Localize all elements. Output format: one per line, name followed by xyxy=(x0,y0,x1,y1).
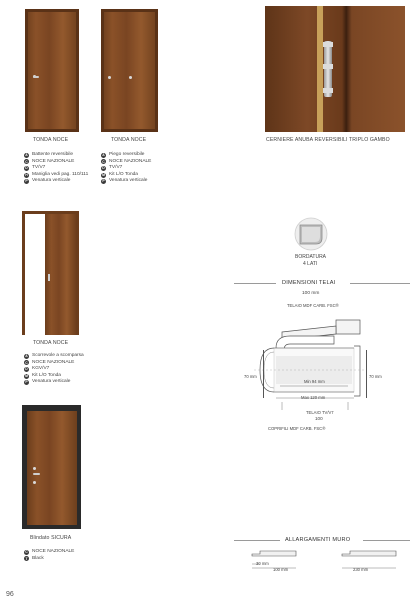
bordatura-swatch-icon xyxy=(291,216,331,252)
page-number: 96 xyxy=(6,591,14,598)
door-handle-rose xyxy=(129,76,132,79)
extension-b-label: 230 mm xyxy=(353,567,369,572)
product-spec-list xyxy=(101,152,151,185)
bordatura-subtitle: 4 LATI xyxy=(303,261,318,267)
spec-badge: C xyxy=(25,360,28,365)
spec-badge: D xyxy=(25,367,28,372)
telaio-top-label: TELAIO MDF CARB. FSC® xyxy=(287,303,339,308)
right-dimension-line xyxy=(366,350,367,398)
section-rule-right xyxy=(363,540,410,541)
spec-row xyxy=(101,152,151,159)
spec-row xyxy=(24,556,74,563)
spec-badge: A xyxy=(102,153,105,157)
section-rule-right xyxy=(350,283,410,284)
spec-badge: A xyxy=(25,354,28,358)
spec-badge: C xyxy=(25,159,28,164)
door-handle xyxy=(33,473,40,475)
door-frame xyxy=(25,9,79,132)
spec-text: NOCE NAZIONALE xyxy=(109,158,152,164)
spec-badge: P xyxy=(25,179,28,184)
spec-badge: A xyxy=(25,153,28,157)
spec-text: NOCE NAZIONALE xyxy=(32,359,75,365)
spec-text: Kit L/O Tonda xyxy=(32,372,61,378)
coprifili-label: COPRIFILI MDF CARB. FSC® xyxy=(268,426,326,431)
spec-text: Venatura verticale xyxy=(32,178,71,184)
bordatura-title: BORDATURA xyxy=(295,254,327,260)
max-dimension-label: Max 120 mm xyxy=(301,395,326,400)
min-dimension-label: Min 94 mm xyxy=(304,379,325,384)
telaio-value-label: 100 xyxy=(315,416,323,421)
spec-row xyxy=(24,549,74,556)
spec-badge: D xyxy=(102,166,105,171)
spec-badge: M xyxy=(25,373,28,378)
hinge-knuckle xyxy=(323,64,333,69)
spec-badge: C xyxy=(102,159,105,164)
spec-badge: D xyxy=(25,166,28,171)
section-rule-left xyxy=(234,540,280,541)
spec-text: TV/V7 xyxy=(109,165,123,171)
telaio-type-label: TELAIO TV/V7 xyxy=(306,410,334,415)
dimensioni-telai-title: DIMENSIONI TELAI xyxy=(282,280,336,286)
door-blindato-sicura-image xyxy=(27,411,77,525)
spec-row xyxy=(101,165,151,172)
hinge-knuckle xyxy=(323,88,333,93)
left-dimension-line xyxy=(263,350,264,398)
door-edge-strip xyxy=(317,6,323,132)
hinge-photo xyxy=(265,6,405,132)
spec-text: NOCE NAZIONALE xyxy=(32,158,75,164)
spec-text: Battente reversibile xyxy=(32,152,74,157)
door-lock-rose xyxy=(108,76,111,79)
section-rule-left xyxy=(234,283,276,284)
product-caption: TONDA NOCE xyxy=(111,137,147,143)
right-dimension-label: 70 mm xyxy=(369,374,382,379)
allargamenti-muro-title: ALLARGAMENTI MURO xyxy=(285,537,351,543)
door-tonda-noce-image-2 xyxy=(101,9,158,132)
spec-row xyxy=(101,178,151,185)
hinge-knuckle xyxy=(323,42,333,47)
door-pull-icon xyxy=(48,274,50,281)
door-tonda-noce-image-3 xyxy=(45,214,76,335)
spec-badge: C xyxy=(25,550,28,554)
product-spec-list xyxy=(24,353,84,386)
door-tonda-noce-image-1 xyxy=(25,9,79,132)
spec-badge: H xyxy=(25,172,28,177)
spec-text: Kit L/O Tonda xyxy=(109,171,138,177)
spec-row xyxy=(24,152,88,159)
product-caption: TONDA NOCE xyxy=(33,340,69,346)
spec-row xyxy=(24,165,88,172)
spec-text: Piego reversibile xyxy=(109,152,145,157)
spec-row xyxy=(24,178,88,185)
product-caption: TONDA NOCE xyxy=(33,137,69,143)
spec-text: Black xyxy=(32,555,44,561)
door-lock-rose xyxy=(33,481,36,484)
spec-text: Venatura verticale xyxy=(109,178,148,184)
spec-row xyxy=(24,366,84,373)
hinge-caption: CERNIERE ANUBA REVERSIBILI TRIPLO GAMBO xyxy=(266,137,390,143)
product-spec-list xyxy=(24,152,88,185)
extension-a-label: 100 mm xyxy=(273,567,289,572)
spec-text: Venatura verticale xyxy=(32,379,71,385)
product-spec-list xyxy=(24,549,74,562)
extension-small-label: 30 mm xyxy=(256,561,269,566)
spec-row xyxy=(24,353,84,360)
product-caption: Blindato SICURA xyxy=(30,535,72,541)
left-dimension-label: 70 mm xyxy=(244,374,257,379)
spec-text: Maniglia vedi pag. 110/111 xyxy=(32,171,89,177)
spec-text: KGV/V7 xyxy=(32,366,50,372)
frame-size-label: 100 mm xyxy=(302,291,320,296)
spec-badge: M xyxy=(102,172,105,177)
spec-text: Scorrevole a scomparsa xyxy=(32,353,84,358)
door-frame xyxy=(101,9,158,132)
spec-badge: T xyxy=(25,556,28,561)
door-lock-rose xyxy=(33,467,36,470)
spec-text: NOCE NAZIONALE xyxy=(32,549,75,554)
door-handle xyxy=(33,76,39,78)
spec-text: TV/V7 xyxy=(32,165,46,171)
spec-badge: P xyxy=(25,380,28,385)
spec-badge: P xyxy=(102,179,105,184)
spec-row xyxy=(24,379,84,386)
